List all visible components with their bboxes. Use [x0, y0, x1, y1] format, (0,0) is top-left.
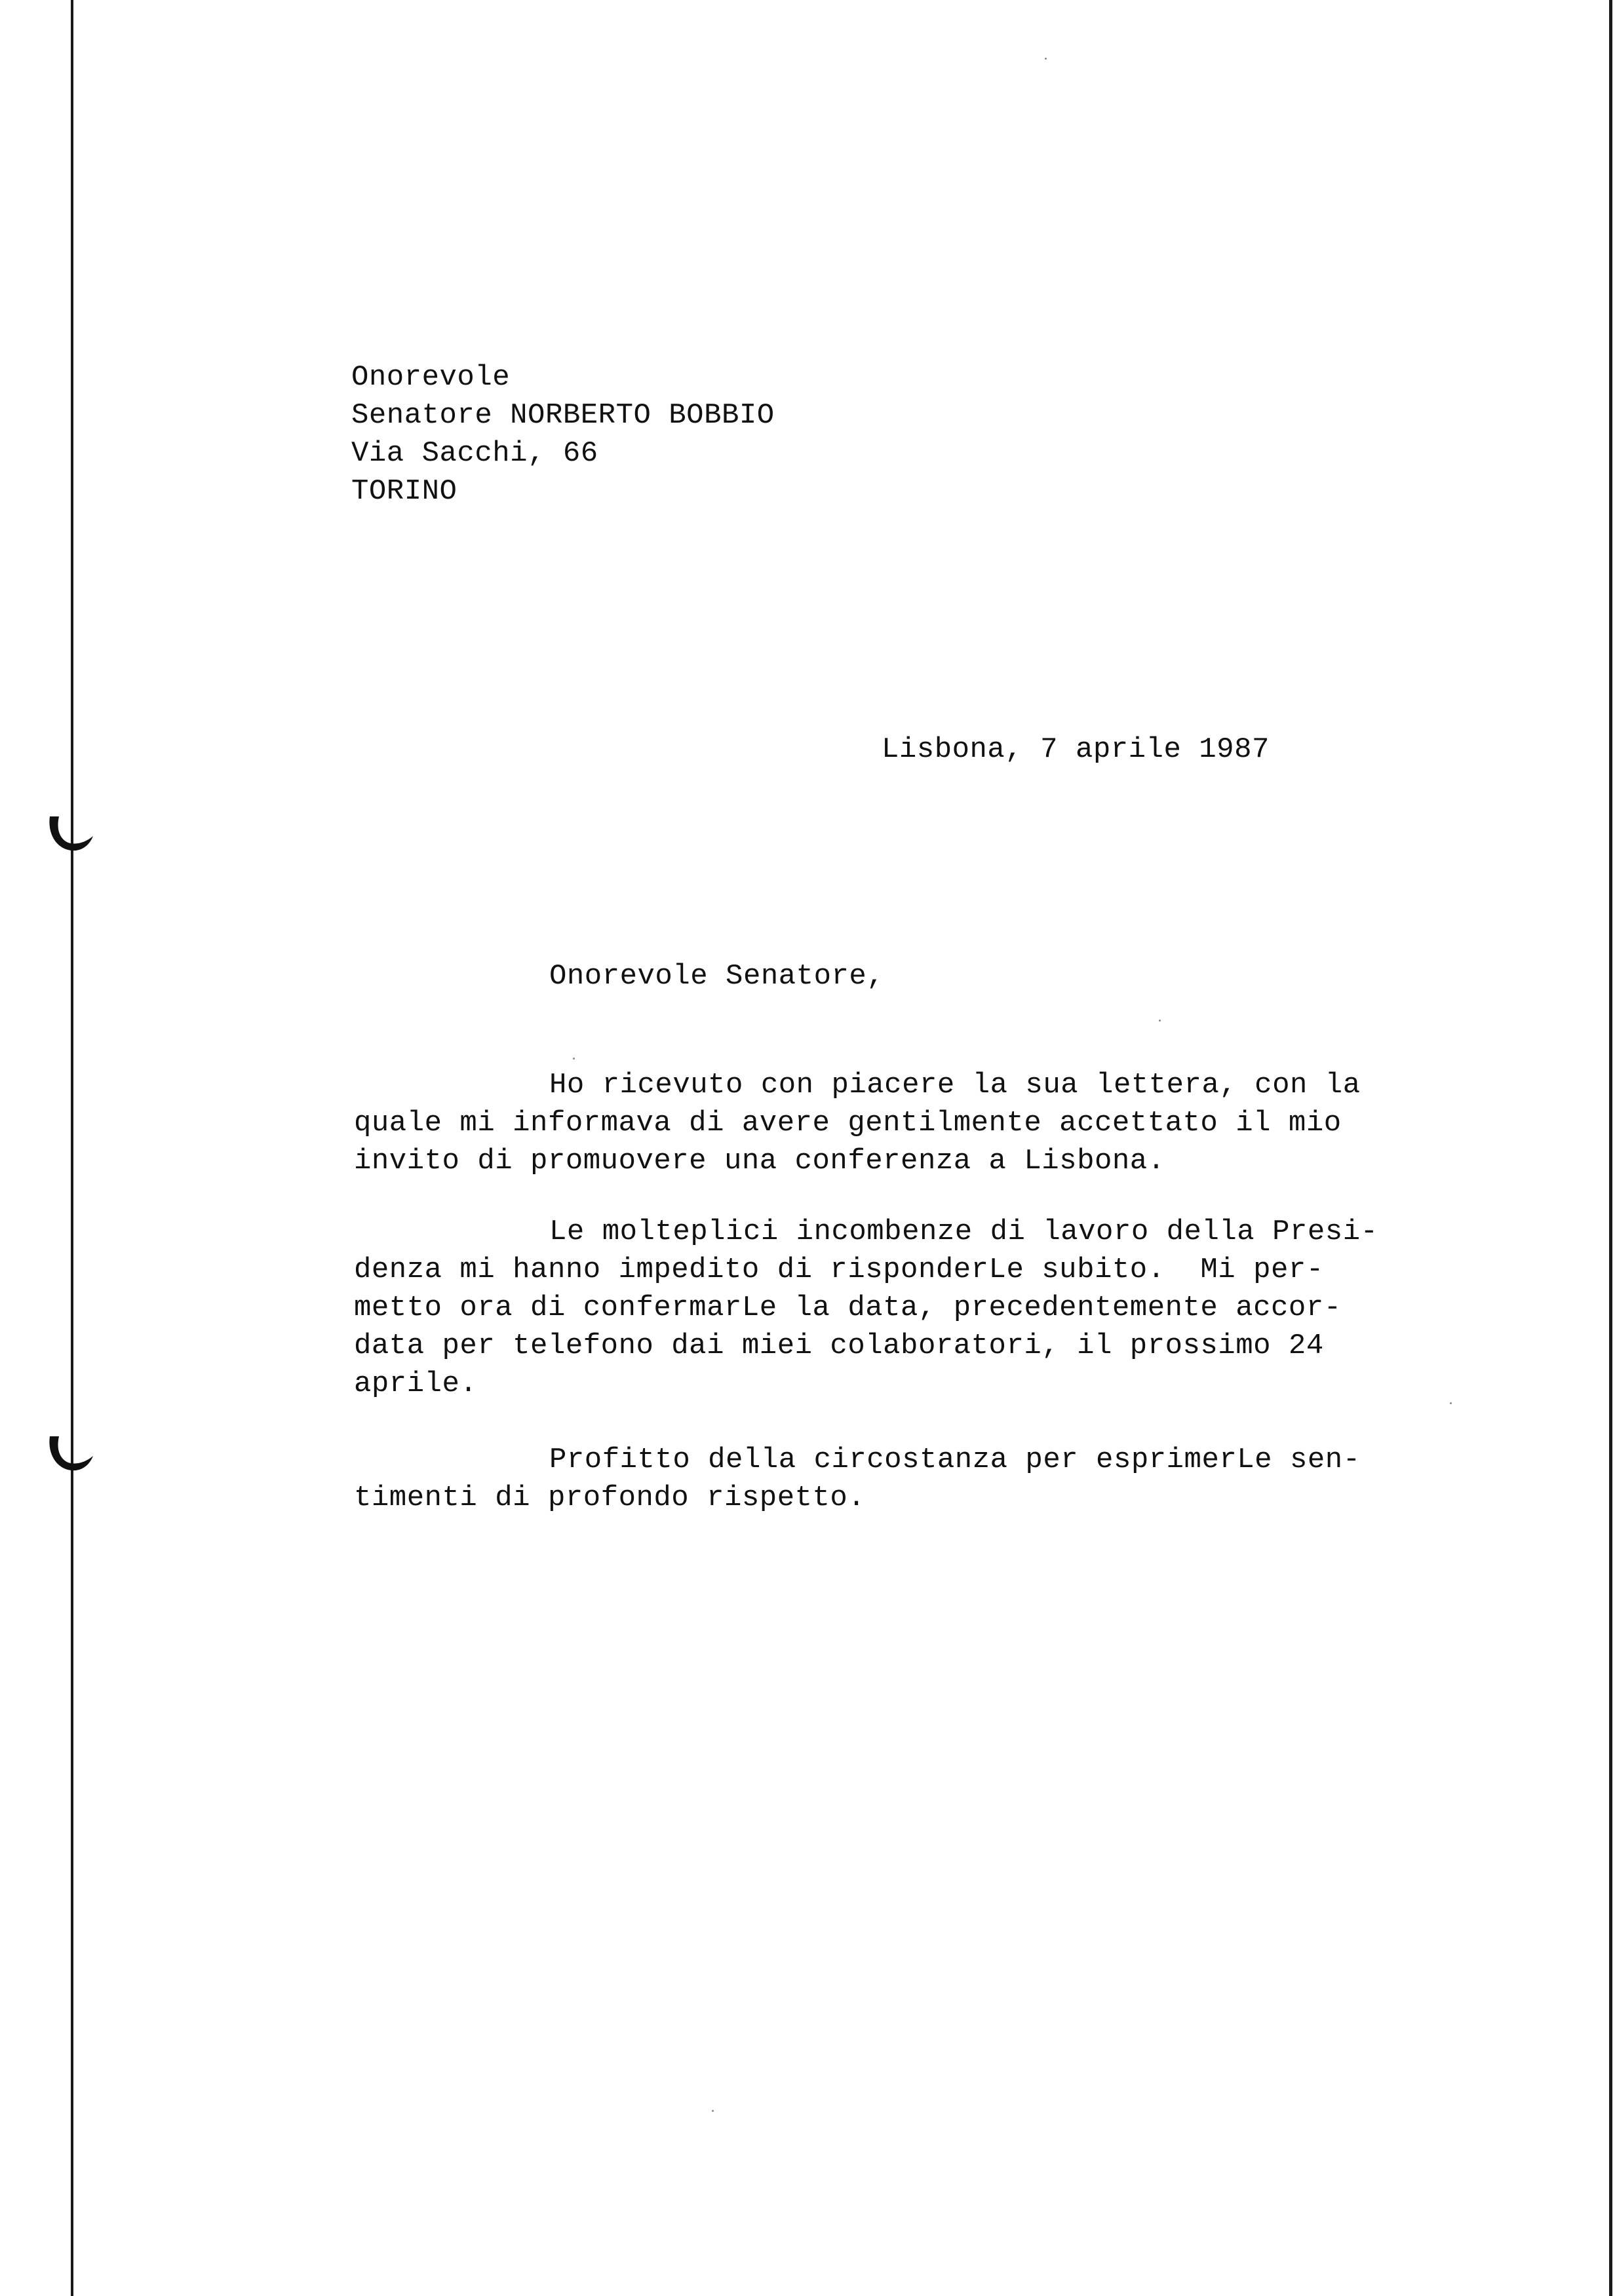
paper-speck	[573, 1058, 575, 1060]
page-right-edge	[1609, 0, 1612, 2296]
address-line: Onorevole	[351, 361, 511, 394]
paper-speck	[712, 2110, 714, 2112]
paragraph-line: aprile.	[354, 1368, 478, 1400]
paper-speck	[1450, 1402, 1452, 1404]
paragraph-line: timenti di profondo rispetto.	[354, 1482, 866, 1514]
paragraph-line: Ho ricevuto con piacere la sua lettera, con la	[549, 1069, 1361, 1101]
letter-date: Lisbona, 7 aprile 1987	[882, 733, 1270, 766]
paper-speck	[1159, 1020, 1161, 1022]
paper-speck	[1045, 58, 1047, 60]
paragraph-line: denza mi hanno impedito di risponderLe subito. Mi per-	[354, 1253, 1324, 1286]
paragraph-line: invito di promuovere una conferenza a Lisbona.	[354, 1145, 1165, 1177]
paragraph-line: Profitto della circostanza per esprimerLe sen-	[549, 1444, 1361, 1476]
address-line: Senatore NORBERTO BOBBIO	[351, 399, 775, 432]
address-line: Via Sacchi, 66	[351, 437, 598, 470]
punch-hole-mark-top	[43, 813, 96, 854]
page-left-edge	[71, 0, 73, 2296]
salutation: Onorevole Senatore,	[549, 960, 885, 993]
paragraph-line: quale mi informava di avere gentilmente accettato il mio	[354, 1107, 1342, 1139]
paragraph-line: Le molteplici incombenze di lavoro della Presi-	[549, 1215, 1378, 1248]
address-line: TORINO	[351, 475, 457, 508]
punch-hole-mark-bottom	[43, 1432, 96, 1474]
paragraph-line: data per telefono dai miei colaboratori, il prossimo 24	[354, 1330, 1324, 1362]
paragraph-line: metto ora di confermarLe la data, precedentemente accor-	[354, 1292, 1342, 1324]
